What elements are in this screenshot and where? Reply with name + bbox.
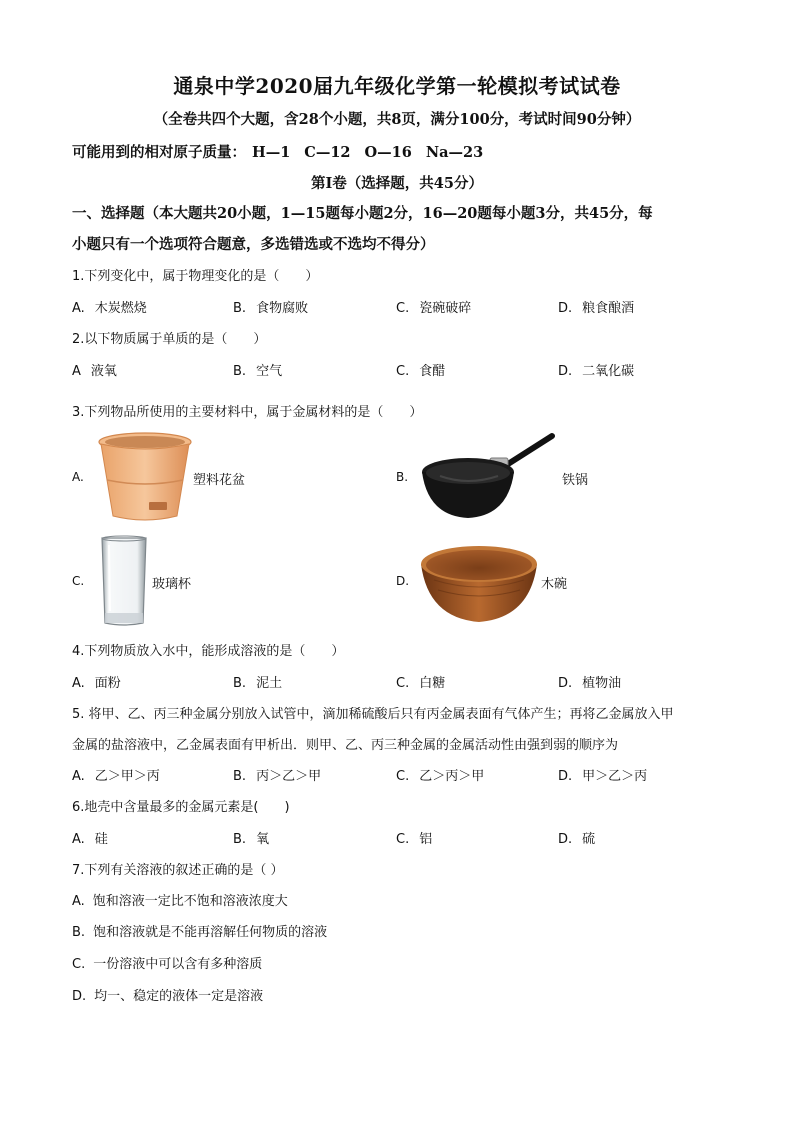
option-letter: A: [72, 364, 81, 379]
glass-cup-icon: [98, 535, 150, 629]
option-text: 硅: [94, 832, 108, 847]
option-c[interactable]: [72, 953, 262, 972]
atomic-mass-o: O—16: [364, 144, 412, 161]
option-letter: D.: [72, 989, 87, 1004]
option-text: 白糖: [419, 676, 446, 691]
question-6-options: [72, 828, 732, 848]
option-c-caption: 玻璃杯: [152, 577, 192, 592]
option-letter: A.: [72, 894, 85, 909]
option-d[interactable]: [558, 765, 647, 784]
wooden-bowl-icon: [418, 542, 540, 626]
option-letter: D.: [558, 676, 573, 691]
question-5-stem-line2: 金属的盐溶液中，乙金属表面有甲析出．则甲、乙、丙三种金属的金属活动性由强到弱的顺序为: [72, 738, 619, 753]
option-text: 食醋: [419, 364, 446, 379]
option-text: 液氧: [90, 364, 117, 379]
option-c-letter[interactable]: C.: [72, 574, 85, 588]
option-letter: B.: [233, 769, 247, 784]
option-letter: D.: [558, 364, 573, 379]
option-letter: C.: [396, 676, 410, 691]
option-text: 氧: [256, 832, 270, 847]
option-letter: D.: [558, 301, 573, 316]
option-text: 面粉: [94, 676, 121, 691]
part-heading-line2: 小题只有一个选项符合题意，多选错选或不选均不得分）: [72, 236, 435, 253]
option-c[interactable]: [396, 360, 445, 379]
part-heading-line1: 一、选择题（本大题共20小题，1—15题每小题2分，16—20题每小题3分，共45分，每: [72, 205, 653, 222]
option-text: 食物腐败: [256, 301, 309, 316]
option-text: 植物油: [582, 676, 622, 691]
option-text: 乙＞甲＞丙: [94, 769, 160, 784]
option-text: 空气: [256, 364, 283, 379]
atomic-mass-h: H—1: [252, 144, 291, 161]
option-letter: B.: [233, 301, 247, 316]
question-1-stem: 1.下列变化中，属于物理变化的是（ ）: [72, 269, 319, 284]
option-c[interactable]: [396, 765, 484, 784]
question-2-options: [72, 360, 732, 380]
atomic-mass-label: 可能用到的相对原子质量：: [72, 144, 246, 161]
option-c[interactable]: [396, 672, 445, 691]
atomic-mass-na: Na—23: [425, 144, 484, 161]
option-letter: B.: [233, 832, 247, 847]
option-text: 瓷碗破碎: [419, 301, 472, 316]
option-a-letter[interactable]: A.: [72, 470, 84, 484]
option-b[interactable]: [233, 360, 282, 379]
option-d-letter[interactable]: D.: [396, 574, 410, 588]
option-b[interactable]: [233, 297, 308, 316]
option-text: 一份溶液中可以含有多种溶质: [93, 957, 263, 972]
option-letter: C.: [396, 301, 410, 316]
atomic-mass-line: [72, 141, 497, 162]
option-letter: D.: [558, 832, 573, 847]
option-b[interactable]: [233, 828, 269, 847]
flower-pot-icon: [97, 430, 193, 524]
option-d[interactable]: [558, 672, 621, 691]
option-letter: C.: [396, 832, 410, 847]
option-text: 泥土: [256, 676, 283, 691]
option-b[interactable]: [233, 672, 282, 691]
question-3-stem: 3.下列物品所使用的主要材料中，属于金属材料的是（ ）: [72, 405, 423, 420]
question-2-stem: 2.以下物质属于单质的是（ ）: [72, 332, 267, 347]
option-text: 均一、稳定的液体一定是溶液: [94, 989, 264, 1004]
option-b-letter[interactable]: B.: [396, 470, 409, 484]
option-letter: D.: [558, 769, 573, 784]
option-d[interactable]: [558, 828, 595, 847]
wok-icon: [420, 430, 560, 522]
option-c[interactable]: [396, 297, 471, 316]
option-letter: B.: [233, 676, 247, 691]
option-a[interactable]: [72, 672, 121, 691]
question-6-stem: 6.地壳中含量最多的金属元素是( ): [72, 800, 290, 815]
exam-title: 通泉中学2020届九年级化学第一轮模拟考试试卷: [173, 74, 621, 98]
option-letter: B.: [72, 925, 86, 940]
option-a[interactable]: [72, 360, 117, 379]
section-title: 第Ⅰ卷（选择题，共45分）: [311, 175, 483, 192]
option-text: 饱和溶液一定比不饱和溶液浓度大: [92, 894, 288, 909]
option-d-caption: 木碗: [541, 577, 568, 592]
option-a-caption: 塑料花盆: [193, 473, 246, 488]
question-7-stem: 7.下列有关溶液的叙述正确的是（ ）: [72, 863, 284, 878]
option-text: 粮食酿酒: [582, 301, 635, 316]
option-text: 饱和溶液就是不能再溶解任何物质的溶液: [93, 925, 328, 940]
option-text: 铝: [419, 832, 433, 847]
question-4-options: [72, 672, 732, 692]
option-a[interactable]: [72, 765, 160, 784]
option-text: 二氧化碳: [582, 364, 635, 379]
option-d[interactable]: [72, 985, 263, 1004]
option-b[interactable]: [233, 765, 321, 784]
option-b[interactable]: [72, 921, 327, 940]
question-5-options: [72, 765, 732, 785]
option-text: 乙＞丙＞甲: [419, 769, 485, 784]
option-letter: A.: [72, 676, 85, 691]
option-a[interactable]: [72, 890, 288, 909]
question-4-stem: 4.下列物质放入水中，能形成溶液的是（ ）: [72, 644, 345, 659]
atomic-mass-c: C—12: [304, 144, 351, 161]
option-letter: C.: [396, 364, 410, 379]
option-letter: B.: [233, 364, 247, 379]
option-text: 丙＞乙＞甲: [256, 769, 322, 784]
option-c[interactable]: [396, 828, 432, 847]
option-text: 木炭燃烧: [94, 301, 147, 316]
question-5-stem-line1: 5. 将甲、乙、丙三种金属分别放入试管中，滴加稀硫酸后只有丙金属表面有气体产生；再将乙金属放入甲: [72, 707, 674, 722]
option-letter: A.: [72, 301, 85, 316]
exam-subtitle: （全卷共四个大题，含28个小题，共8页，满分100分，考试时间90分钟）: [153, 111, 641, 128]
option-d[interactable]: [558, 360, 634, 379]
option-a[interactable]: [72, 828, 108, 847]
option-b-caption: 铁锅: [562, 473, 589, 488]
option-text: 硫: [582, 832, 596, 847]
option-letter: A.: [72, 832, 85, 847]
option-d[interactable]: [558, 297, 634, 316]
option-text: 甲＞乙＞丙: [582, 769, 648, 784]
option-letter: C.: [396, 769, 410, 784]
option-letter: A.: [72, 769, 85, 784]
option-a[interactable]: [72, 297, 147, 316]
question-1-options: [72, 297, 732, 317]
option-letter: C.: [72, 957, 86, 972]
